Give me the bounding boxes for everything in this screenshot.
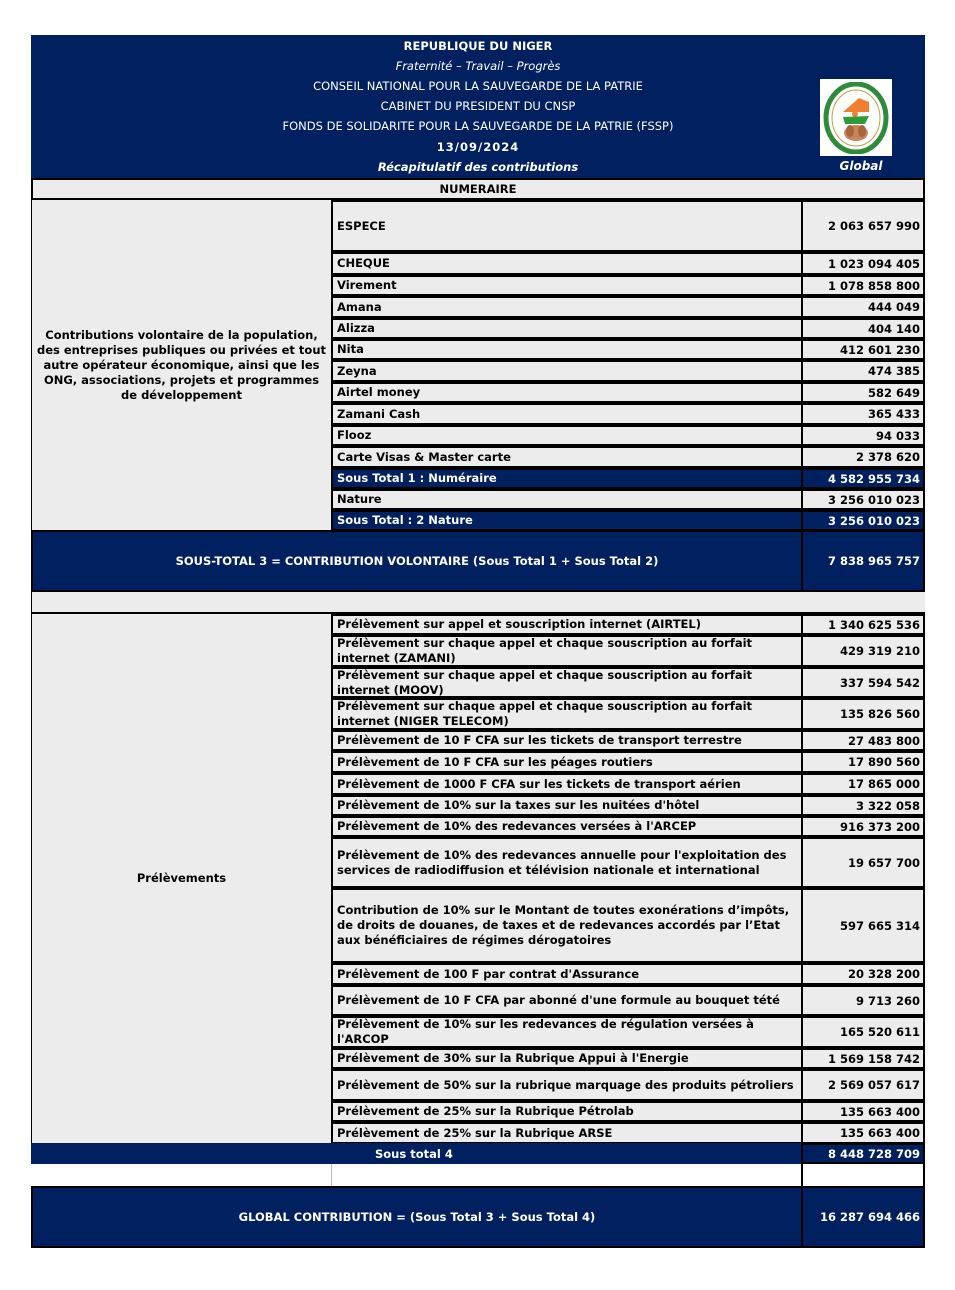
table-row [331, 318, 925, 339]
row-value: 337 594 542 [801, 667, 925, 698]
row-label: Prélèvement de 10% sur les redevances de régulation versées à l'ARCOP [331, 1016, 801, 1048]
row-label: Prélèvement de 25% sur la Rubrique ARSE [331, 1122, 801, 1144]
table-row [331, 985, 925, 1016]
table-row [331, 403, 925, 425]
row-label: Prélèvement sur chaque appel et chaque souscription au forfait internet (ZAMANI) [331, 635, 801, 667]
council-name: CONSEIL NATIONAL POUR LA SAUVEGARDE DE LA PATRIE [313, 79, 643, 93]
row-value: 404 140 [801, 318, 925, 339]
row-label: Prélèvement de 1000 F CFA sur les tickets de transport aérien [331, 773, 801, 795]
table-row [331, 963, 925, 985]
row-label: Nature [331, 489, 801, 510]
table-row [331, 1048, 925, 1069]
row-label: Carte Visas & Master carte [331, 446, 801, 468]
table-row [331, 751, 925, 773]
row-value: 1 078 858 800 [801, 275, 925, 296]
row-label: Prélèvement de 25% sur la Rubrique Pétrolab [331, 1101, 801, 1122]
row-value: 135 826 560 [801, 698, 925, 730]
row-value: 2 569 057 617 [801, 1069, 925, 1101]
table-row [331, 888, 925, 963]
national-motto: Fraternité – Travail – Progrès [395, 59, 561, 73]
table-row [331, 1101, 925, 1122]
table-row [331, 773, 925, 795]
row-label: Contribution de 10% sur le Montant de toutes exonérations d’impôts, de droits de douanes, de taxes et de redevances accordés par l’Etat aux bénéficiaires de régimes dérogatoires [331, 888, 801, 963]
blank-cell [801, 1164, 925, 1186]
row-value: 17 890 560 [801, 751, 925, 773]
global-contribution-row [31, 1186, 925, 1248]
row-value: 1 340 625 536 [801, 614, 925, 635]
row-value: 597 665 314 [801, 888, 925, 963]
row-label: Virement [331, 275, 801, 296]
row-value: 1 569 158 742 [801, 1048, 925, 1069]
row-label: Prélèvement sur chaque appel et chaque souscription au forfait internet (NIGER TELECOM) [331, 698, 801, 730]
row-value: 165 520 611 [801, 1016, 925, 1048]
row-value: 916 373 200 [801, 816, 925, 837]
row-label: Flooz [331, 425, 801, 446]
table-row [331, 614, 925, 635]
subtotal-3-row [31, 530, 925, 592]
row-label: Prélèvement de 10% des redevances annuelle pour l'exploitation des services de radiodiffusion et télévision nationale et international [331, 837, 801, 888]
table-row [331, 635, 925, 667]
row-value: 3 322 058 [801, 795, 925, 816]
row-label: Prélèvement sur chaque appel et chaque souscription au forfait internet (MOOV) [331, 667, 801, 698]
table-row [331, 816, 925, 837]
table-row [331, 730, 925, 751]
row-label: Amana [331, 296, 801, 318]
row-value: 20 328 200 [801, 963, 925, 985]
row-label: Prélèvement de 10 F CFA par abonné d'une formule au bouquet tété [331, 985, 801, 1016]
row-label: Nita [331, 339, 801, 360]
scope-label: Global [839, 159, 883, 173]
table-row [331, 275, 925, 296]
row-label: Prélèvement de 100 F par contrat d'Assurance [331, 963, 801, 985]
row-label: Prélèvement de 10 F CFA sur les tickets de transport terrestre [331, 730, 801, 751]
row-value: 135 663 400 [801, 1122, 925, 1144]
row-label: Prélèvement de 50% sur la rubrique marquage des produits pétroliers [331, 1069, 801, 1101]
subtotal-4-value: 8 448 728 709 [801, 1143, 925, 1164]
row-label: Prélèvement sur appel et souscription internet (AIRTEL) [331, 614, 801, 635]
prelevements-label: Prélèvements [31, 614, 331, 1143]
table-row [331, 200, 925, 252]
row-value: 1 023 094 405 [801, 252, 925, 275]
row-value: 3 256 010 023 [801, 489, 925, 510]
row-value: 9 713 260 [801, 985, 925, 1016]
subtotal-2-row [331, 510, 925, 531]
global-contribution-label: GLOBAL CONTRIBUTION = (Sous Total 3 + Sous Total 4) [33, 1188, 803, 1246]
table-row [331, 1069, 925, 1101]
country-title: REPUBLIQUE DU NIGER [403, 39, 553, 53]
subtotal-4-label: Sous total 4 [31, 1143, 801, 1164]
row-label: Alizza [331, 318, 801, 339]
voluntary-contributions-label: Contributions volontaire de la population, des entreprises publiques ou privées et tout autre opérateur économique, ainsi que les ONG, associations, projets et programmes de développement [31, 200, 331, 530]
table-row [331, 339, 925, 360]
row-label: Airtel money [331, 382, 801, 403]
row-value: 582 649 [801, 382, 925, 403]
report-subtitle: Récapitulatif des contributions [377, 160, 579, 174]
subtotal-3-label: SOUS-TOTAL 3 = CONTRIBUTION VOLONTAIRE (Sous Total 1 + Sous Total 2) [33, 532, 803, 590]
row-value: 2 378 620 [801, 446, 925, 468]
table-row [331, 1016, 925, 1048]
report-date: 13/09/2024 [436, 140, 520, 154]
row-label: ESPECE [331, 200, 801, 252]
table-row [331, 1122, 925, 1144]
table-row [331, 296, 925, 318]
table-row [331, 795, 925, 816]
row-value: 429 319 210 [801, 635, 925, 667]
row-value: 474 385 [801, 360, 925, 382]
row-value: 444 049 [801, 296, 925, 318]
row-label: Prélèvement de 30% sur la Rubrique Appui à l'Energie [331, 1048, 801, 1069]
table-row [331, 360, 925, 382]
row-value: 365 433 [801, 403, 925, 425]
row-value: 17 865 000 [801, 773, 925, 795]
row-label: Prélèvement de 10 F CFA sur les péages routiers [331, 751, 801, 773]
row-label: Zeyna [331, 360, 801, 382]
section-title-numeraire: NUMERAIRE [31, 178, 925, 200]
subtotal-value: 3 256 010 023 [801, 510, 925, 531]
table-row [331, 698, 925, 730]
table-row [331, 667, 925, 698]
row-value: 27 483 800 [801, 730, 925, 751]
subtotal-3-value: 7 838 965 757 [827, 554, 920, 568]
table-row [331, 425, 925, 446]
table-row [331, 446, 925, 468]
table-row [331, 837, 925, 888]
row-label: CHEQUE [331, 252, 801, 275]
subtotal-value: 4 582 955 734 [801, 468, 925, 489]
row-value: 2 063 657 990 [801, 200, 925, 252]
subtotal-label: Sous Total : 2 Nature [331, 510, 801, 531]
fund-name: FONDS DE SOLIDARITE POUR LA SAUVEGARDE DE LA PATRIE (FSSP) [282, 119, 674, 133]
section-spacer [31, 592, 925, 614]
global-contribution-value: 16 287 694 466 [819, 1210, 920, 1224]
row-label: Prélèvement de 10% sur la taxes sur les nuitées d'hôtel [331, 795, 801, 816]
divider [331, 1164, 332, 1186]
cabinet-name: CABINET DU PRESIDENT DU CNSP [380, 99, 576, 113]
subtotal-1-row [331, 468, 925, 489]
table-row [331, 382, 925, 403]
row-label: Prélèvement de 10% des redevances versées à l'ARCEP [331, 816, 801, 837]
row-value: 19 657 700 [801, 837, 925, 888]
fssp-emblem-icon [820, 79, 892, 156]
row-value: 135 663 400 [801, 1101, 925, 1122]
row-value: 94 033 [801, 425, 925, 446]
nature-row [331, 489, 925, 510]
row-value: 412 601 230 [801, 339, 925, 360]
row-label: Zamani Cash [331, 403, 801, 425]
subtotal-label: Sous Total 1 : Numéraire [331, 468, 801, 489]
table-row [331, 252, 925, 275]
document-header [31, 35, 925, 178]
